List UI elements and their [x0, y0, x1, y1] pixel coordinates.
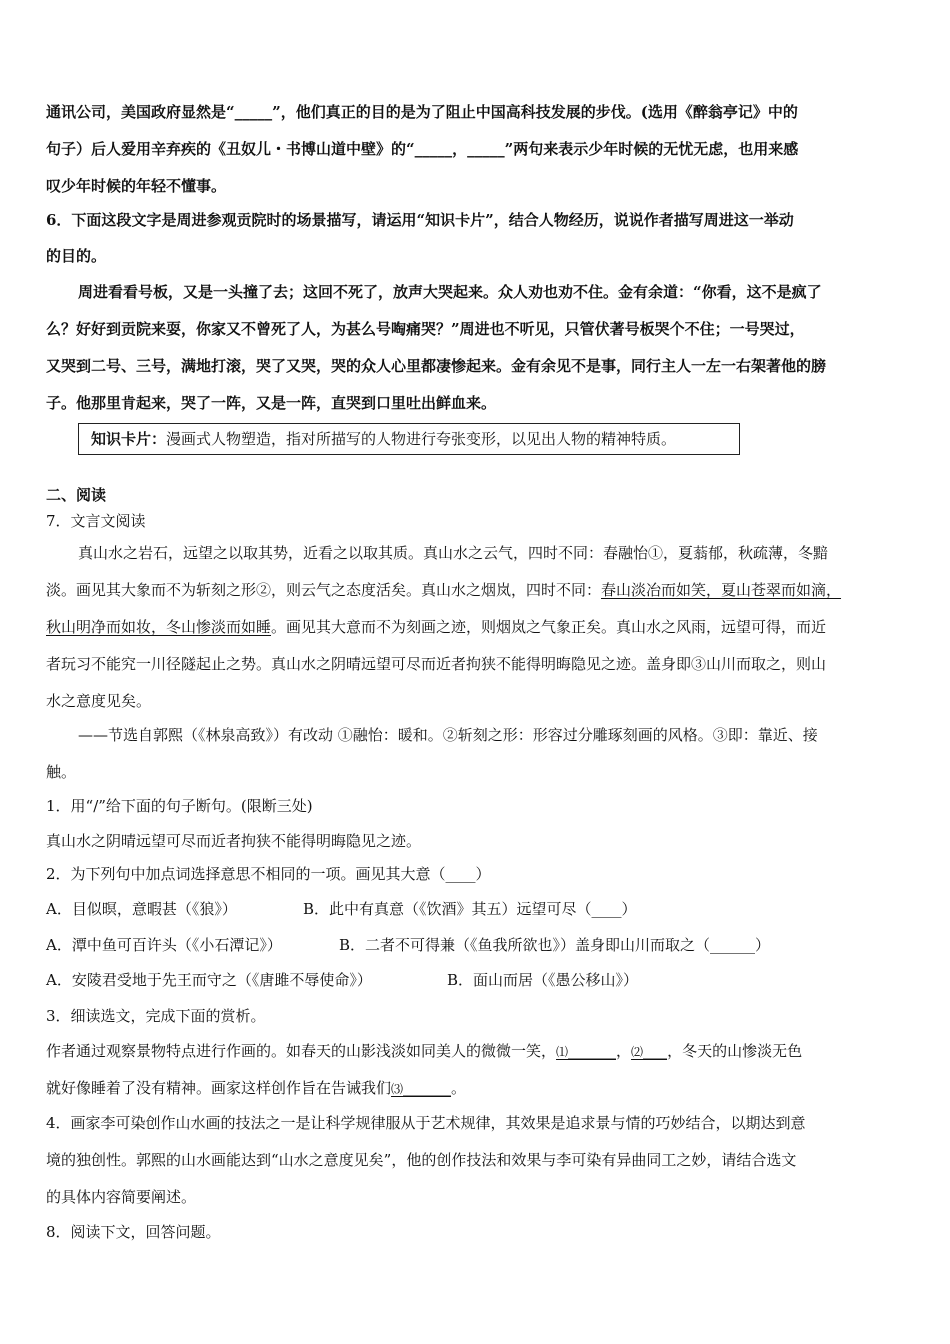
q7-underlined-b: 秋山明净而如妆，冬山惨淡而如睡 — [46, 618, 272, 636]
q7-passage-line-2a: 淡。画见其大象而不为斩刻之形②，则云气之态度活矣。真山水之烟岚，四时不同： — [46, 581, 602, 599]
q2-option-b3: B．面山而居（《愚公移山》） — [447, 971, 639, 989]
q3-blank-1[interactable]: ⑴________ — [556, 1045, 617, 1059]
q7-passage-line-4: 者玩习不能究一川径隧起止之势。真山水之阴晴远望可尽而近者拘狭不能得明晦隐见之迹。盖身即③山川而取之，则山 — [46, 655, 827, 673]
q7-passage-line-3 — [46, 617, 826, 637]
q7-underlined-a: 春山淡冶而如笑，夏山苍翠而如滴， — [601, 581, 842, 599]
knowledge-card-label: 知识卡片： — [91, 430, 167, 448]
q3-line-1a: 作者通过观察景物特点进行作画的。如春天的山影浅淡如同美人的微微一笑， — [46, 1042, 557, 1060]
q6-passage-line-2: 么？好好到贡院来耍，你家又不曾死了人，为甚么号啕痛哭？”周进也不听见，只管伏著号板哭个不住；一号哭过， — [46, 320, 805, 338]
q5-line-1: 通讯公司，美国政府显然是“_____”，他们真正的目的是为了阻止中国高科技发展的步伐。(选用《醉翁亭记》中的 — [46, 103, 798, 121]
q2-option-a2: A．潭中鱼可百许头（《小石潭记》） — [46, 936, 282, 954]
q2-option-a3: A．安陵君受地于先王而守之（《唐雎不辱使命》） — [46, 971, 372, 989]
q7-passage-line-1: 真山水之岩石，远望之以取其势，近看之以取其质。真山水之云气，四时不同：春融怡①，夏蓊郁，秋疏薄，冬黯 — [78, 544, 829, 562]
q2-option-a1: A．目似暝，意暇甚（《狼》） — [46, 900, 237, 918]
q7-question-4-line-1: 4．画家李可染创作山水画的技法之一是让科学规律服从于艺术规律，其效果是追求景与情的巧妙结合，以期达到意 — [46, 1114, 806, 1132]
q2-option-b2: B．二者不可得兼（《鱼我所欲也》）盖身即山川而取之（______） — [339, 936, 771, 954]
q7-passage-line-2 — [46, 580, 841, 600]
q7-question-3: 3．细读选文，完成下面的赏析。 — [46, 1007, 266, 1025]
q6-line-2: 的目的。 — [46, 247, 107, 265]
q3-line-1b: ，冬天的山惨淡无色 — [667, 1042, 803, 1060]
q3-separator: ， — [616, 1042, 632, 1060]
q7-title: 7．文言文阅读 — [46, 512, 146, 530]
q7-source-line-2: 触。 — [46, 763, 77, 781]
q2-option-b1: B．此中有真意（《饮酒》其五）远望可尽（____） — [303, 900, 637, 918]
q7-question-1-sentence: 真山水之阴晴远望可尽而近者拘狭不能得明晦隐见之迹。 — [46, 832, 422, 850]
q3-blank-2[interactable]: ⑵____ — [631, 1045, 668, 1059]
q3-blank-3[interactable]: ⑶________ — [391, 1082, 452, 1096]
q6-passage-line-3: 又哭到二号、三号，满地打滚，哭了又哭，哭的众人心里都凄惨起来。金有余见不是事，同行主人一左一右架著他的膀 — [46, 357, 827, 375]
q6-passage-line-4: 子。他那里肯起来，哭了一阵，又是一阵，直哭到口里吐出鲜血来。 — [46, 394, 497, 412]
q7-question-2: 2．为下列句中加点词选择意思不相同的一项。画见其大意（____） — [46, 865, 491, 883]
q7-question-4-line-2: 境的独创性。郭熙的山水画能达到“山水之意度见矣”，他的创作技法和效果与李可染有异曲同工之妙，请结合选文 — [46, 1151, 797, 1169]
q8-title: 8．阅读下文，回答问题。 — [46, 1223, 221, 1241]
q7-question-1: 1．用“/”给下面的句子断句。(限断三处) — [46, 797, 313, 815]
q6-line-1: 6．下面这段文字是周进参观贡院时的场景描写，请运用“知识卡片”，结合人物经历，说说作者描写周进这一举动 — [46, 211, 794, 229]
knowledge-card-text: 漫画式人物塑造，指对所描写的人物进行夸张变形，以见出人物的精神特质。 — [166, 430, 677, 448]
q7-passage-line-3b: 。画见其大意而不为刻画之迹，则烟岚之气象正矣。真山水之风雨，远望可得，而近 — [271, 618, 827, 636]
q3-line-1 — [46, 1041, 802, 1062]
q6-passage-line-1: 周进看看号板，又是一头撞了去；这回不死了，放声大哭起来。众人劝也劝不住。金有余道：“你看，这不是疯了 — [78, 283, 822, 301]
q3-line-2a: 就好像睡着了没有精神。画家这样创作旨在告诫我们 — [46, 1079, 392, 1097]
q7-passage-line-5: 水之意度见矣。 — [46, 692, 152, 710]
q3-line-2 — [46, 1078, 466, 1099]
q5-line-2: 句子）后人爱用辛弃疾的《丑奴儿・书博山道中壁》的“_____，_____”两句来表示少年时候的无忧无虑，也用来感 — [46, 140, 799, 158]
q3-line-2b: 。 — [451, 1079, 467, 1097]
q7-question-4-line-3: 的具体内容简要阐述。 — [46, 1188, 197, 1206]
knowledge-card — [78, 423, 740, 455]
q5-line-3: 叹少年时候的年轻不懂事。 — [46, 177, 227, 195]
q7-source-line-1: ——节选自郭熙（《林泉高致》）有改动 ①融怡：暖和。②斩刻之形：形容过分雕琢刻画的风格。③即：靠近、接 — [78, 726, 818, 744]
section-title: 二、阅读 — [46, 486, 107, 504]
